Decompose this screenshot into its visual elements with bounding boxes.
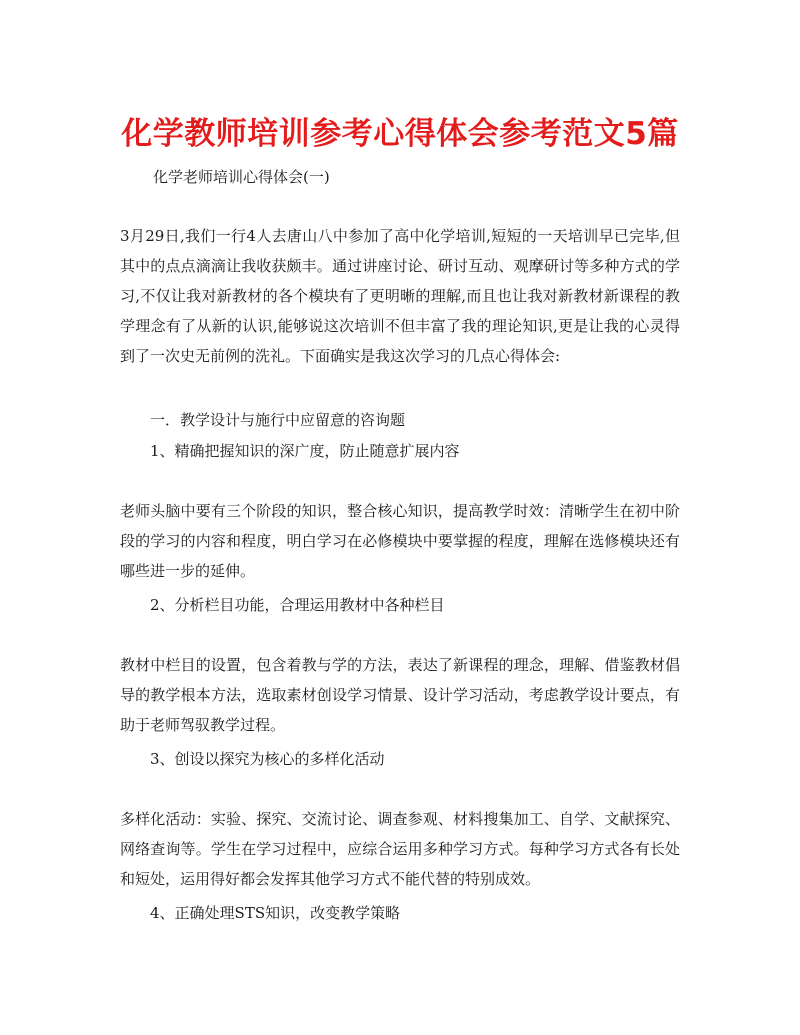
document-title: 化学教师培训参考心得体会参考范文5篇: [121, 116, 679, 152]
item2-paragraph: 教材中栏目的设置，包含着教与学的方法，表达了新课程的理念，理解、借鉴教材倡导的教学根本方法，选取素材创设学习情景、设计学习活动，考虑教学设计要点，有助于老师驾驭教学过程。: [120, 656, 680, 734]
section-heading: 一．教学设计与施行中应留意的咨询题: [150, 411, 406, 429]
item1-paragraph: 老师头脑中要有三个阶段的知识，整合核心知识，提高教学时效：清晰学生在初中阶段的学习的内容和程度，明白学习在必修模块中要掌握的程度，理解在选修模块还有哪些进一步的延伸。: [120, 502, 680, 580]
item3-heading: 3、创设以探究为核心的多样化活动: [150, 750, 385, 768]
document-subtitle: 化学老师培训心得体会(一): [153, 168, 330, 186]
intro-paragraph: 3月29日,我们一行4人去唐山八中参加了高中化学培训,短短的一天培训早已完毕,但其中的点点滴滴让我收获颇丰。通过讲座讨论、研讨互动、观摩研讨等多种方式的学习,不仅让我对新教材的各个模块有了更明晰的理解,而且也让我对新教材新课程的教学理念有了从新的认识,能够说这次培训不但丰富了我的理论知识,更是让我的心灵得到了一次史无前例的洗礼。下面确实是我这次学习的几点心得体会:: [120, 227, 680, 365]
item2-heading: 2、分析栏目功能，合理运用教材中各种栏目: [150, 596, 445, 614]
item3-paragraph: 多样化活动：实验、探究、交流讨论、调查参观、材料搜集加工、自学、文献探究、网络查询等。学生在学习过程中，应综合运用多种学习方式。每种学习方式各有长处和短处，运用得好都会发挥其他学习方式不能代替的特别成效。: [120, 810, 680, 888]
item4-heading: 4、正确处理STS知识，改变教学策略: [150, 904, 401, 922]
item1-heading: 1、精确把握知识的深广度，防止随意扩展内容: [150, 442, 460, 460]
